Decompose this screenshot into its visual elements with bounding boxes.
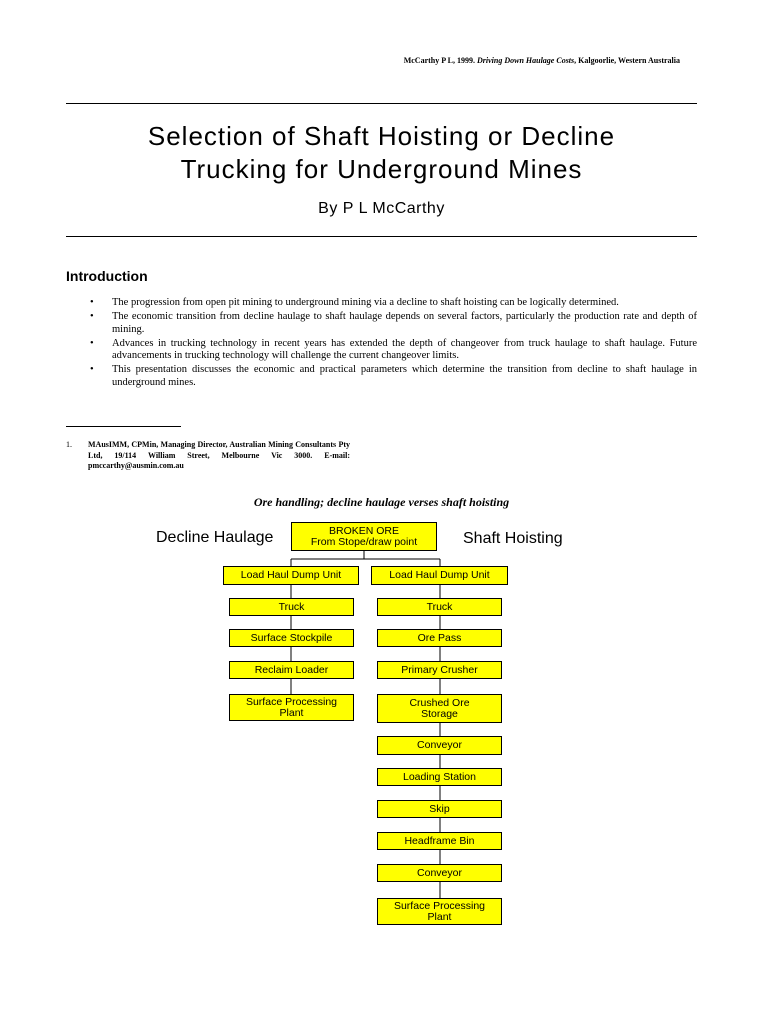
step-label: Skip	[429, 802, 450, 815]
step-label: Crushed Ore	[409, 696, 470, 709]
step-label: Loading Station	[403, 770, 476, 783]
shaft-step-box	[377, 768, 502, 786]
step-label: Surface Processing	[245, 695, 338, 708]
step-label: Primary Crusher	[401, 663, 478, 676]
title-line-2: Trucking for Underground Mines	[180, 154, 583, 184]
bullet-text: The progression from open pit mining to underground mining via a decline to shaft hoisting can be logically determined.	[112, 297, 619, 308]
step-label: Load Haul Dump Unit	[240, 569, 342, 581]
decline-step-box	[229, 629, 354, 647]
step-label: Load Haul Dump Unit	[389, 569, 490, 581]
shaft-step-box	[377, 629, 502, 647]
shaft-step-box	[377, 694, 502, 723]
bullet-dot: •	[90, 337, 94, 349]
bullet-text: Advances in trucking technology in recent years has extended the depth of changeover from truck haulage to shaft haulage. Future advancements in trucking technology will challenge the current changeover limits.	[112, 337, 697, 361]
citation-prefix: McCarthy P L, 1999.	[403, 56, 478, 65]
citation-title: Driving Down Haulage Costs	[477, 56, 575, 65]
step-label: Surface Stockpile	[250, 631, 333, 644]
box-line: BROKEN ORE	[328, 524, 399, 537]
broken-ore-box	[291, 522, 437, 551]
step-label: Reclaim Loader	[254, 663, 329, 676]
step-label: Plant	[427, 910, 452, 923]
bullet-dot: •	[90, 364, 94, 375]
title-line-1: Selection of Shaft Hoisting or Decline	[147, 121, 616, 151]
bullet-text: The economic transition from decline haulage to shaft haulage depends on several factors, particularly the production rate and depth of mining.	[112, 311, 697, 335]
step-label: Conveyor	[417, 739, 462, 751]
step-label: Surface Processing	[393, 899, 486, 912]
footnote-number: 1.	[66, 440, 72, 449]
step-label: Conveyor	[417, 866, 462, 879]
section-heading-introduction: Introduction	[66, 268, 148, 284]
figure-caption: Ore handling; decline haulage verses shaft hoisting	[253, 495, 510, 509]
step-label: Truck	[278, 600, 305, 613]
step-label: Truck	[426, 600, 453, 613]
step-label: Plant	[279, 706, 304, 719]
step-label: Ore Pass	[417, 631, 462, 644]
decline-step-box	[223, 566, 359, 585]
bullet-text: This presentation discusses the economic and practical parameters which determine the transition from decline to shaft haulage in underground mines.	[112, 364, 697, 388]
decline-step-box	[229, 661, 354, 679]
author-byline: By P L McCarthy	[318, 200, 445, 217]
citation-suffix: , Kalgoorlie, Western Australia	[574, 56, 680, 65]
step-label: Storage	[421, 707, 458, 720]
shaft-step-box	[377, 898, 502, 925]
shaft-step-box	[377, 864, 502, 882]
shaft-step-box	[377, 800, 502, 818]
step-label: Headframe Bin	[404, 834, 475, 847]
shaft-hoisting-label: Shaft Hoisting	[463, 530, 563, 547]
shaft-step-box	[377, 598, 502, 616]
decline-step-box	[229, 694, 354, 721]
shaft-step-box	[377, 661, 502, 679]
box-line: From Stope/draw point	[310, 535, 418, 548]
shaft-step-box	[377, 832, 502, 850]
shaft-step-box	[371, 566, 508, 585]
decline-step-box	[229, 598, 354, 616]
bullet-dot: •	[90, 311, 94, 322]
shaft-step-box	[377, 736, 502, 755]
decline-haulage-label: Decline Haulage	[156, 529, 274, 546]
footnote-text: MAusIMM, CPMin, Managing Director, Australian Mining Consultants Pty Ltd, 19/114 William Street, Melbourne Vic 3000. E-mail: pmccarthy@ausmin.com.au	[88, 440, 350, 470]
bullet-dot: •	[90, 297, 94, 308]
